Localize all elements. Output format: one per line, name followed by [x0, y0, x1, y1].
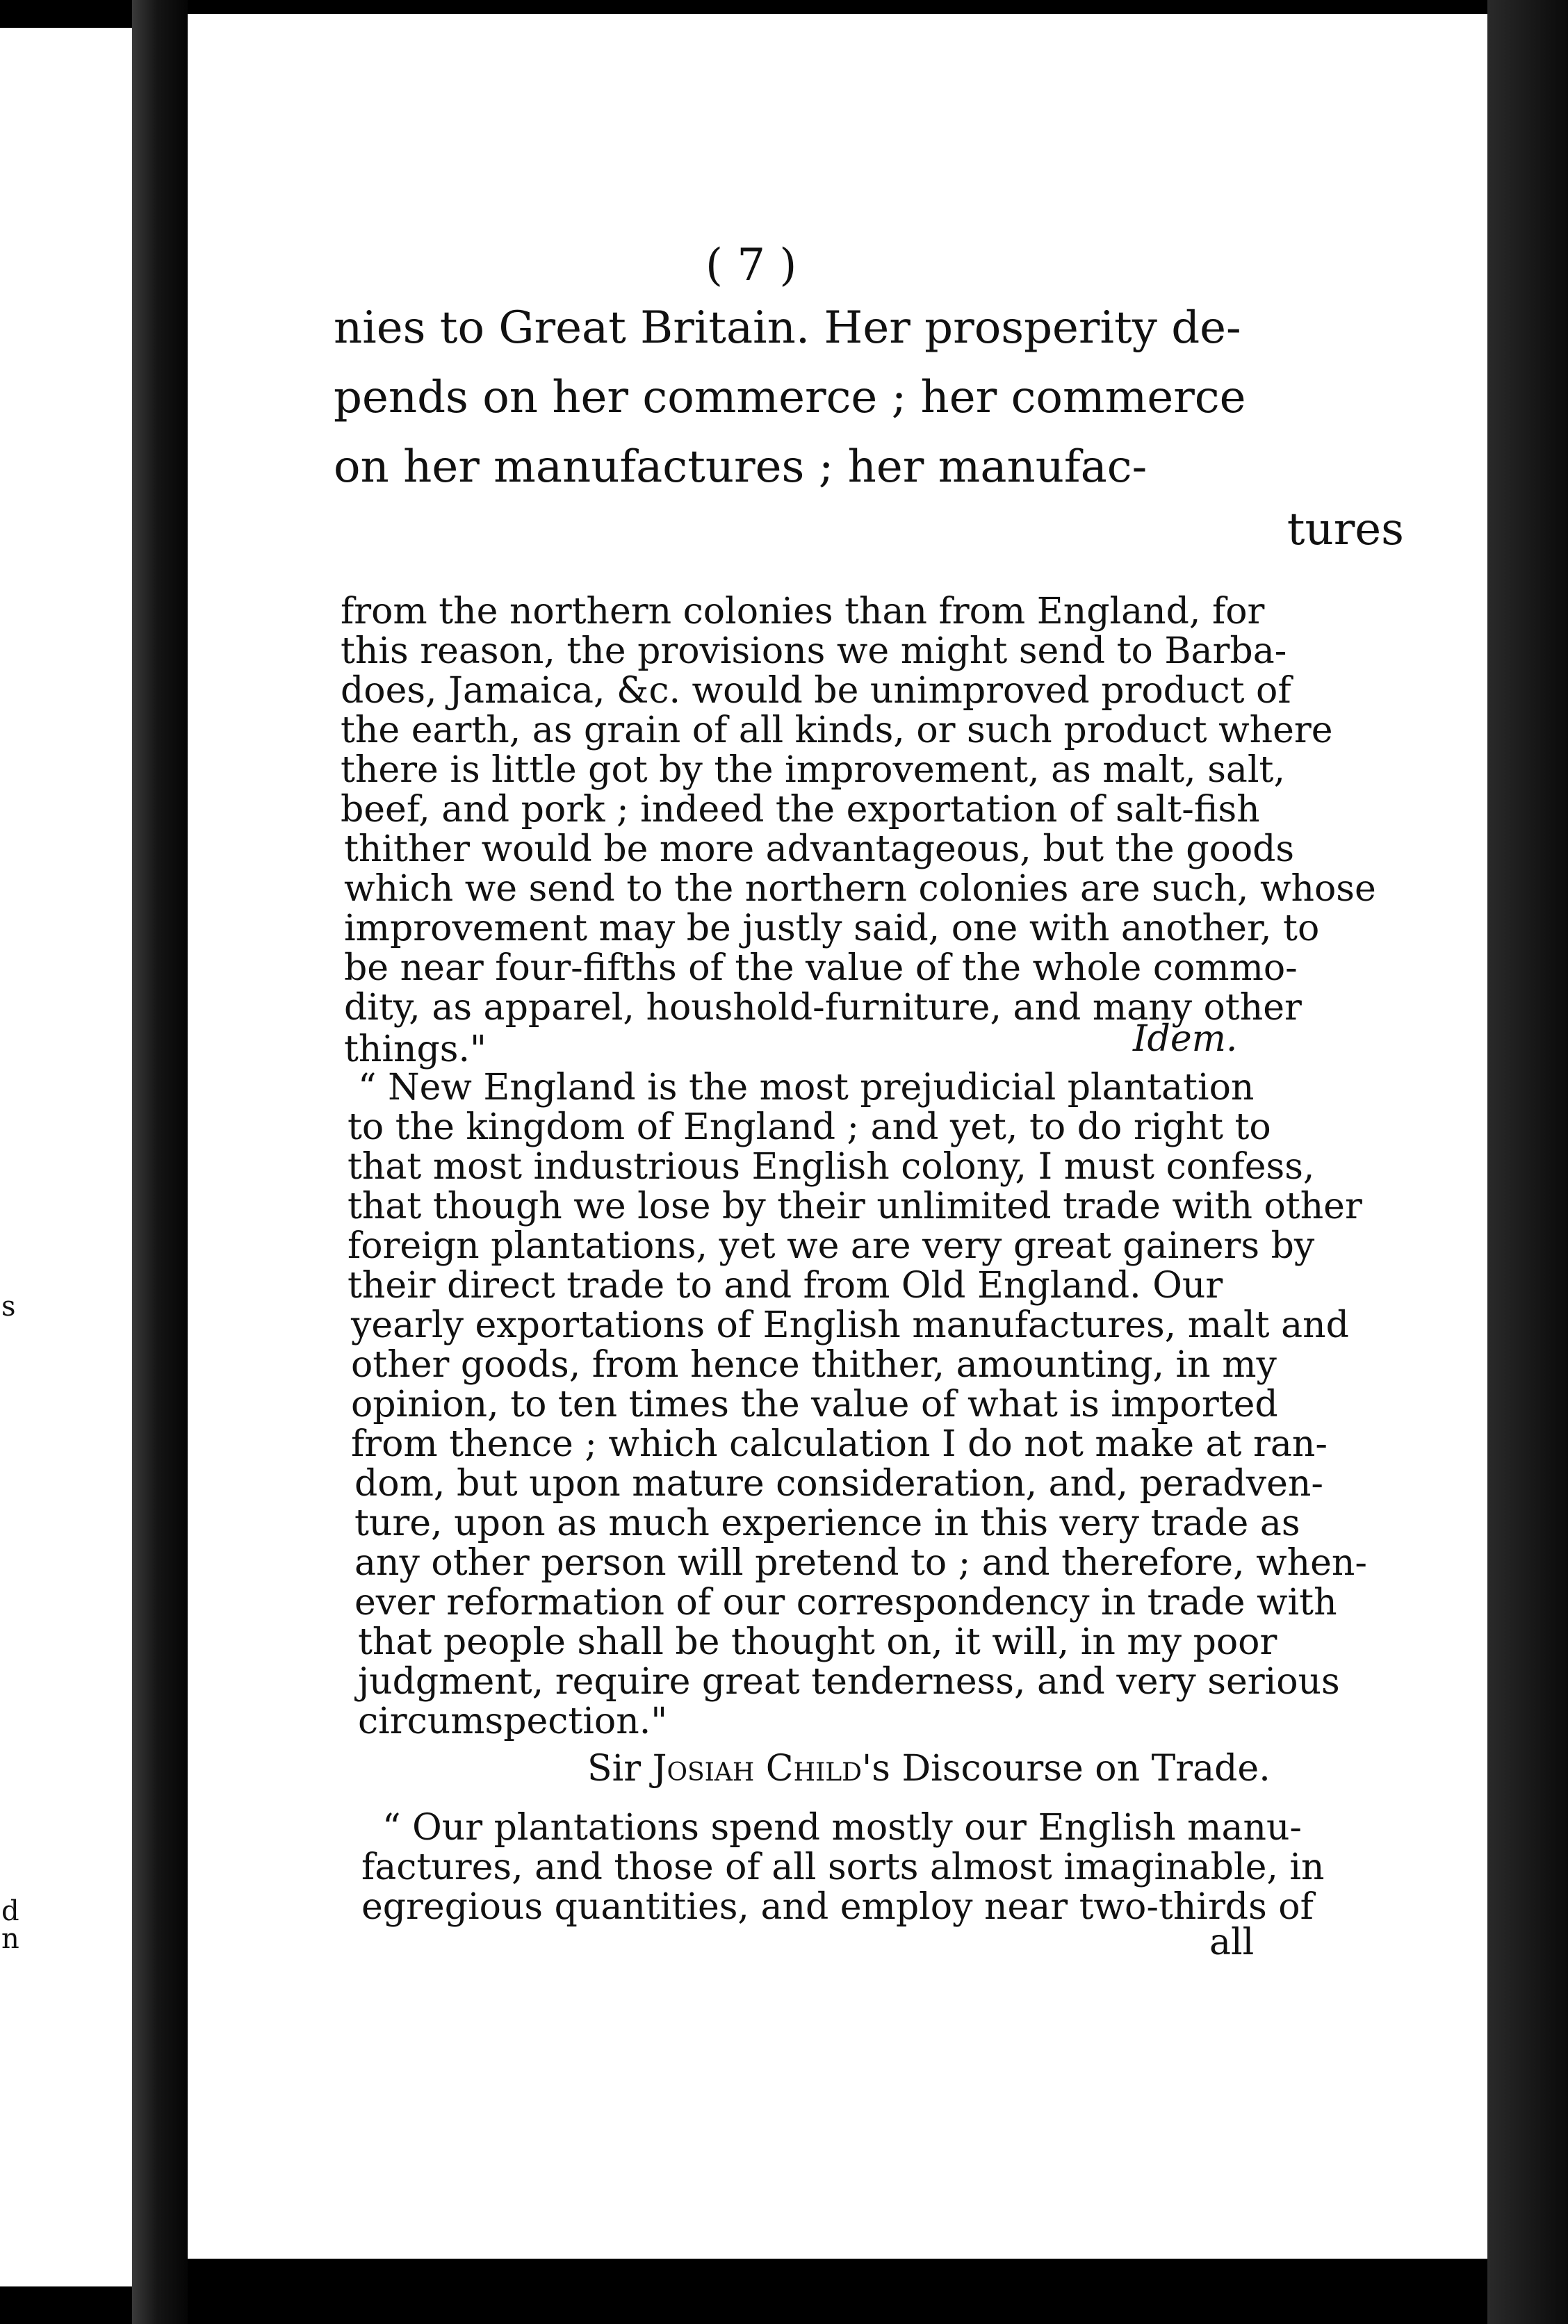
quote-line: factures, and those of all sorts almost imaginable, in: [361, 1847, 1325, 1888]
quote-line: circumspection.": [358, 1701, 668, 1742]
main-text-line: on her manufactures ; her manufac-: [334, 441, 1148, 493]
quote-line: be near four-fifths of the value of the whole commo-: [344, 947, 1298, 989]
quote-line: ture, upon as much experience in this very trade as: [354, 1503, 1300, 1544]
quote-line: their direct trade to and from Old England. Our: [348, 1265, 1223, 1307]
quote-attribution: [587, 1748, 1271, 1790]
facing-page-edge: [0, 28, 132, 2286]
quote-line: any other person will pretend to ; and therefore, when-: [354, 1542, 1367, 1584]
quote-line: things.": [344, 1029, 487, 1070]
attribution-author: Josiah Child: [652, 1748, 862, 1790]
quote-line: yearly exportations of English manufactures, malt and: [351, 1304, 1349, 1346]
main-text-line: pends on her commerce ; her commerce: [334, 372, 1246, 423]
quote-line: “ Our plantations spend mostly our English manu-: [382, 1807, 1302, 1849]
quote-line: dom, but upon mature consideration, and, peradven-: [354, 1463, 1323, 1505]
margin-glyph: d: [1, 1895, 19, 1927]
quote-line: from the northern colonies than from England, for: [341, 591, 1265, 632]
quote-line: beef, and pork ; indeed the exportation of salt-fish: [341, 789, 1260, 830]
quote-line: which we send to the northern colonies are such, whose: [344, 868, 1376, 910]
quote-line: foreign plantations, yet we are very great gainers by: [348, 1225, 1315, 1267]
quote-line: “ New England is the most prejudicial plantation: [358, 1067, 1255, 1108]
attribution-prefix: Sir: [587, 1748, 653, 1790]
margin-glyph: n: [1, 1923, 19, 1955]
main-text-line: tures: [1287, 504, 1404, 555]
quote-line: that most industrious English colony, I must confess,: [348, 1146, 1315, 1188]
quote-line: other goods, from hence thither, amounting, in my: [351, 1344, 1277, 1386]
quote-line: that people shall be thought on, it will, in my poor: [358, 1621, 1277, 1663]
attribution-suffix: 's Discourse on Trade.: [861, 1748, 1271, 1790]
catchword: all: [1209, 1922, 1255, 1963]
quote-line: does, Jamaica, &c. would be unimproved product of: [341, 670, 1291, 712]
quote-line: from thence ; which calculation I do not make at ran-: [351, 1423, 1328, 1465]
quote-line: opinion, to ten times the value of what is imported: [351, 1384, 1278, 1425]
book-page: [188, 14, 1487, 2259]
quote-line: that though we lose by their unlimited trade with other: [348, 1186, 1362, 1227]
quote-line: judgment, require great tenderness, and very serious: [358, 1661, 1340, 1703]
main-text-line: nies to Great Britain. Her prosperity de-: [334, 302, 1241, 354]
page-number: ( 7 ): [705, 240, 797, 291]
quote-line: egregious quantities, and employ near two-thirds of: [361, 1886, 1314, 1928]
quote-line: thither would be more advantageous, but the goods: [344, 828, 1295, 870]
margin-glyph: s: [1, 1291, 16, 1323]
quote-attribution: Idem.: [1133, 1018, 1238, 1060]
quote-line: ever reformation of our correspondency in trade with: [354, 1582, 1337, 1623]
quote-line: there is little got by the improvement, as malt, salt,: [341, 749, 1285, 791]
quote-line: dity, as apparel, houshold-furniture, and many other: [344, 987, 1302, 1029]
quote-line: to the kingdom of England ; and yet, to do right to: [348, 1106, 1271, 1148]
quote-line: the earth, as grain of all kinds, or such product where: [341, 710, 1333, 751]
book-gutter: [132, 0, 188, 2324]
quote-line: this reason, the provisions we might send to Barba-: [341, 630, 1287, 672]
page-edge-shadow: [1487, 0, 1568, 2324]
quote-line: improvement may be justly said, one with another, to: [344, 908, 1320, 949]
